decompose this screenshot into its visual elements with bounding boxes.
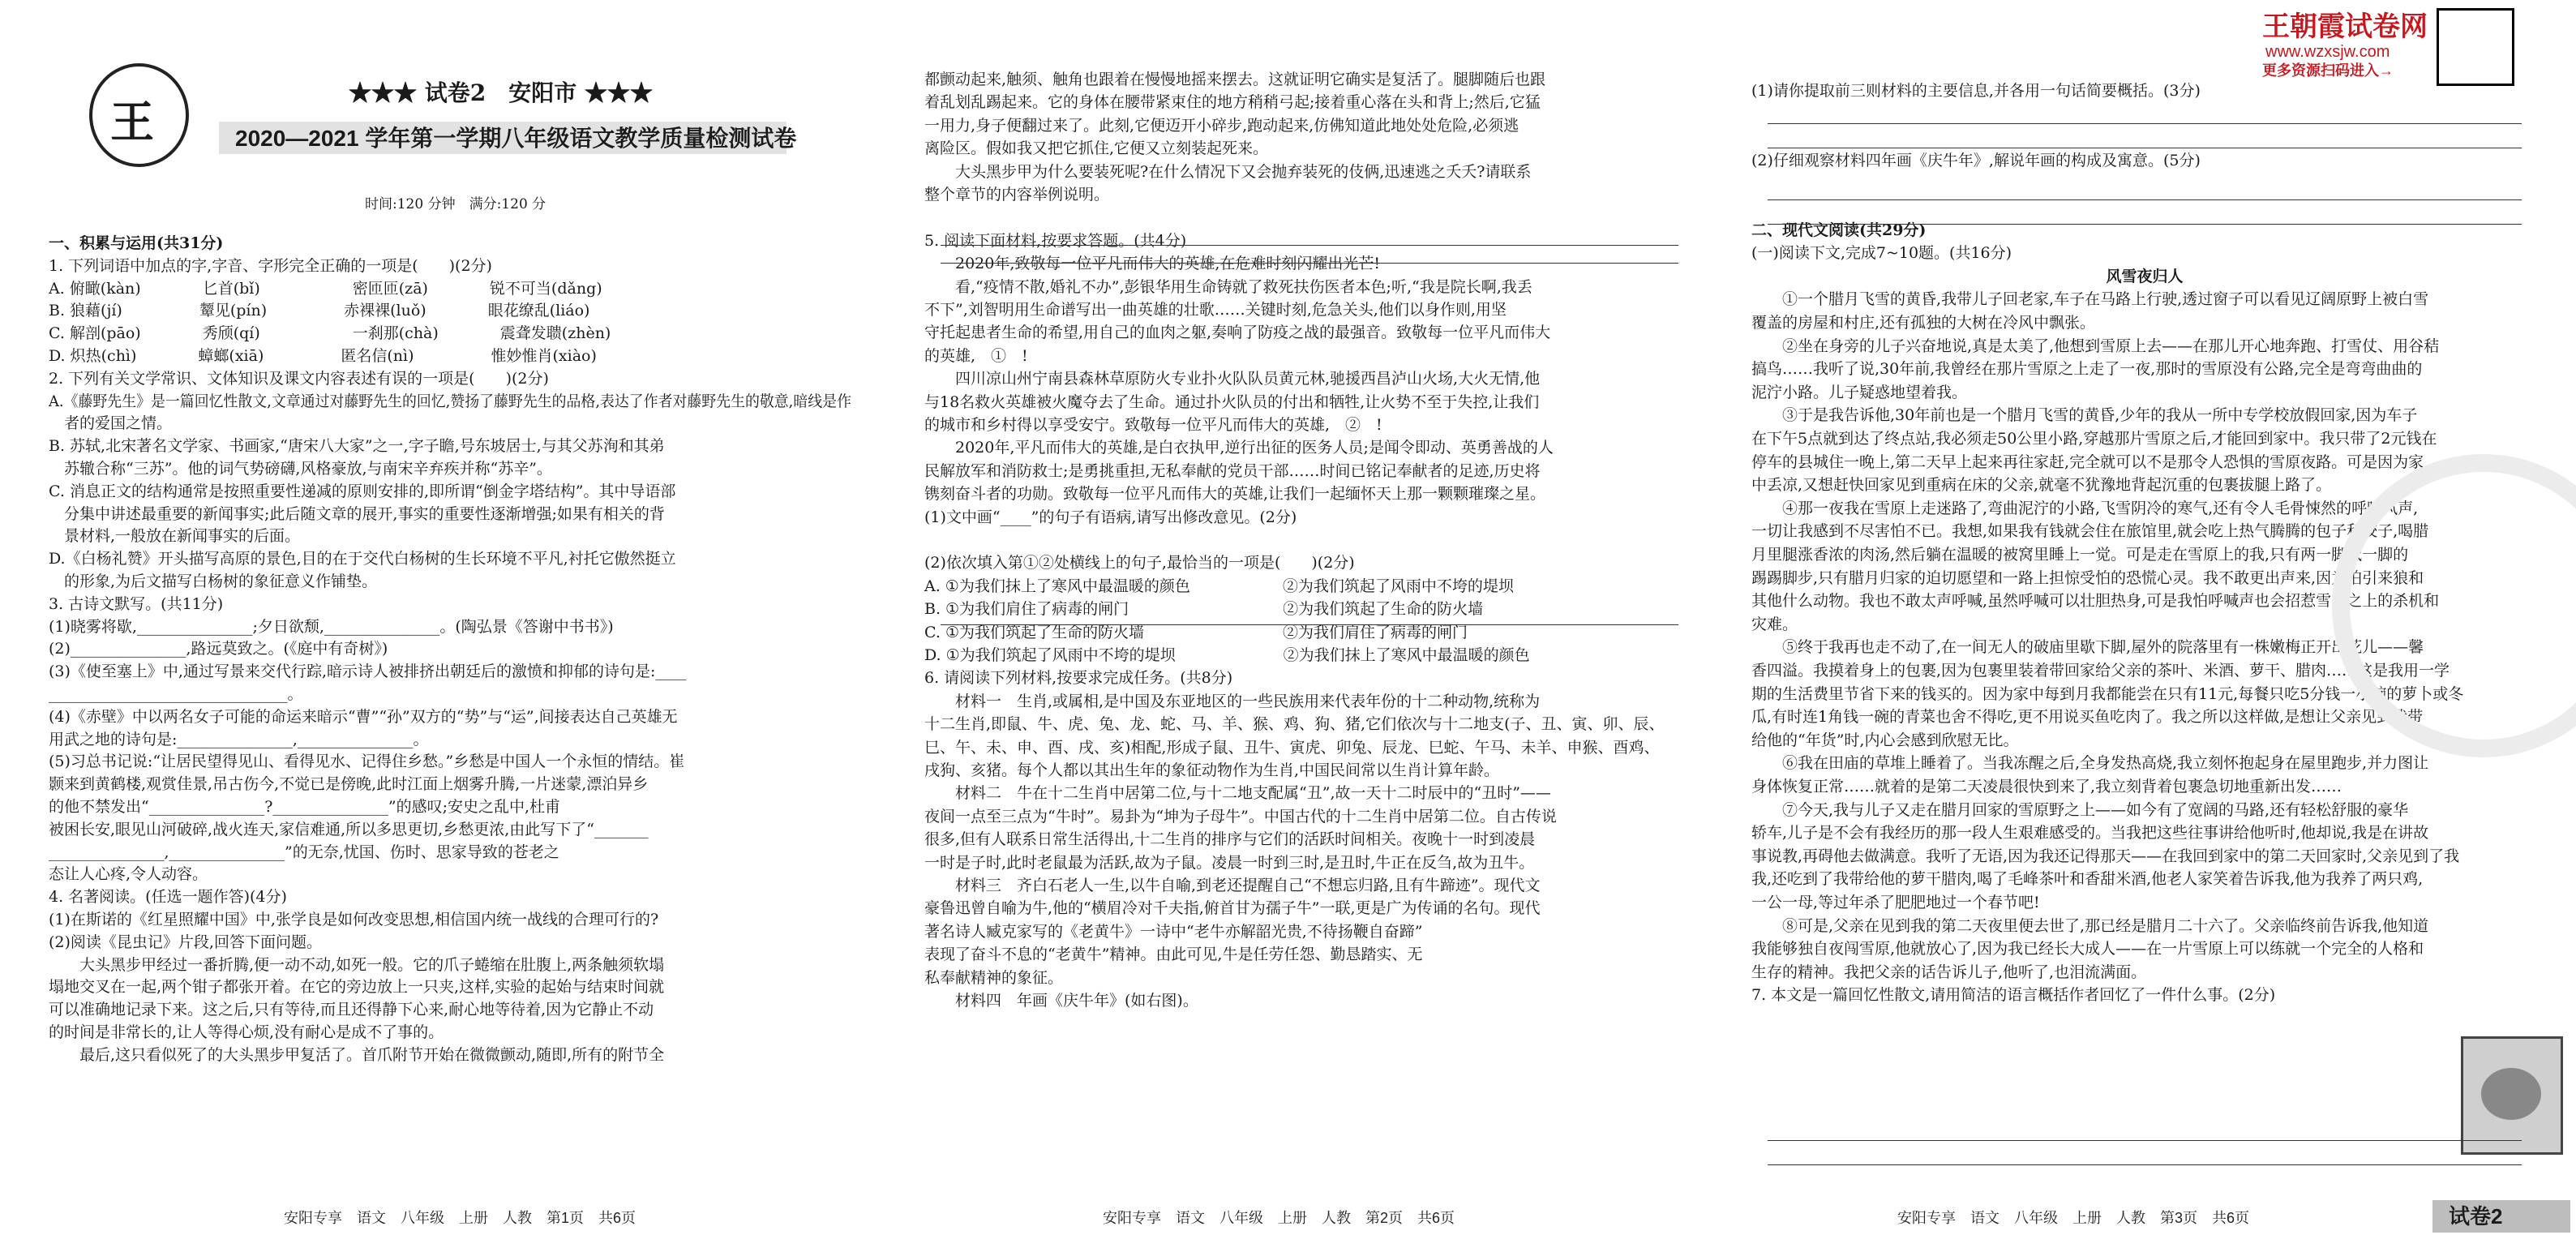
text-line: 3. 古诗文默写。(共11分) [49,594,224,613]
text-line: 整个章节的内容举例说明。 [924,186,1110,204]
text-line: 大头黑步甲经过一番折腾,便一动不动,如死一般。它的爪子蜷缩在肚腹上,两条触须软塌 [49,955,665,974]
qr-code[interactable] [2437,8,2514,86]
answer-line [1768,123,2522,124]
text-line: ⑦今天,我与儿子又走在腊月回家的雪原野之上——如今有了宽阔的马路,还有轻松舒服的豪华 [1751,800,2409,819]
text-line: 7. 本文是一篇回忆性散文,请用简洁的语言概括作者回忆了一件什么事。(2分) [1751,986,2276,1005]
text-line: 在下午5点就到达了终点站,我必须走50公里小路,穿越那片雪原之后,才能回到家中。我只带了2元钱在 [1751,430,2437,448]
paper-tag: 试卷2 [2432,1200,2570,1233]
text-line: 颢来到黄鹤楼,观赏佳景,吊古伤今,不觉已是傍晚,此时江面上烟雾升腾,一片迷蒙,漂泊异乡 [49,775,649,794]
time-info: 时间:120 分钟 满分:120 分 [365,196,546,212]
text-line: (2)依次填入第①②处横线上的句子,最恰当的一项是( )(2分) [924,554,1355,572]
text-line: 离险区。假如我又把它抓住,它便又立刻装起死来。 [924,139,1269,158]
text-line: 用武之地的诗句是:_______________,_______________。 [49,730,429,748]
text-line: 我能够独自夜闯雪原,他就放心了,因为我已经长大成人——在一片雪原上可以练就一个完全的人格和 [1751,940,2424,958]
text-line: 生存的精神。我把父亲的话告诉儿子,他听了,也泪流满面。 [1751,963,2147,981]
text-line: 景材料,一般放在新闻事实的后面。 [49,527,301,546]
text-line: B. ①为我们肩住了病毒的闸门 ②为我们筑起了生命的防火墙 [924,600,1484,619]
text-line: 一时是子时,此时老鼠最为活跃,故为子鼠。凌晨一时到三时,是丑时,牛正在反刍,故为丑牛。 [924,853,1535,872]
text-line: 其他什么动物。我也不敢太声呼喊,虽然呼喊可以壮胆热身,可是我怕呼喊声也会招惹雪原之上的杀机和 [1751,592,2440,611]
answer-line [941,245,1678,246]
text-line: 轿车,儿子是不会有我经历的那一段人生艰难感受的。当我把这些往事讲给他听时,他却说,我是在讲故 [1751,824,2429,843]
text-line: 着乱划乱踢起来。它的身体在腰带紧束住的地方稍稍弓起;接着重心落在头和背上;然后,它猛 [924,93,1541,112]
page-1 [49,0,851,1235]
text-line: C. 解剖(pāo) 秀颀(qí) 一刹那(chà) 震聋发聩(zhèn) [49,324,611,343]
text-line: 表现了奋斗不息的“老黄牛”精神。由此可见,牛是任劳任怨、勤恳踏实、无 [924,946,1423,964]
text-line: 我,还吃到了我带给他的萝干腊肉,喝了毛峰茶叶和香甜米酒,他老人家笑着告诉我,他为我养了两只鸡, [1751,870,2424,889]
text-line: 停车的县城住一晚上,第二天早上起来再往家赶,完全就可以不是那令人恐惧的雪原夜路。可是因为家 [1751,452,2424,471]
page-footer: 安阳专享 语文 八年级 上册 人教 第3页 共6页 [1897,1210,2250,1226]
text-line: _______________________________。 [49,685,303,703]
text-line: 材料一 生肖,或属相,是中国及东亚地区的一些民族用来代表年份的十二种动物,统称为 [924,692,1541,710]
text-line: 大头黑步甲为什么要装死呢?在什么情况下又会抛弃装死的伎俩,迅速逃之夭夭?请联系 [924,162,1532,181]
text-line: 泥泞小路。儿子疑惑地望着我。 [1751,383,1968,401]
text-line: (3)《使至塞上》中,通过写景来交代行踪,暗示诗人被排挤出朝廷后的激愤和抑郁的诗句是:____ [49,663,687,681]
text-line: 一用力,身子便翻过来了。此刻,它便迈开小碎步,跑动起来,仿佛知道此地处处危险,必须逃 [924,116,1519,135]
text-line: 巳、午、未、申、酉、戌、亥)相配,形成子鼠、丑牛、寅虎、卯兔、辰龙、巳蛇、午马、未羊、申猴、酉鸡、 [924,738,1660,757]
text-line: 最后,这只看似死了的大头黑步甲复活了。首爪附节开始在微微颤动,随即,所有的附节全 [49,1045,665,1064]
text-line: (1)在斯诺的《红星照耀中国》中,张学良是如何改变思想,相信国内统一战线的合理可行的? [49,911,659,928]
text-line: 的英雄, ① ! [924,346,1028,365]
text-line: 给他的“年货”时,内心会感到欣慰无比。 [1751,731,2019,749]
text-line: 一公一母,等过年杀了肥肥地过一个春节吧! [1751,894,2040,911]
text-line: 月里腿涨香浓的肉汤,然后躺在温暖的被窝里睡上一觉。可是走在雪原上的我,只有两一脚低一脚的 [1751,546,2409,564]
text-line: (5)习总书记说:“让居民望得见山、看得见水、记得住乡愁。”乡愁是中国人一个永恒的情结。崔 [49,753,685,771]
text-line: 2020年,致敬每一位平凡而伟大的英雄,在危难时刻闪耀出光芒! [924,255,1381,273]
wzx-logo: 王 [89,63,189,167]
answer-line [1768,1164,2522,1165]
text-line: (1)请你提取前三则材料的主要信息,并各用一句话简要概括。(3分) [1751,82,2201,100]
text-line: ⑥我在田庙的草堆上睡着了。当我冻醒之后,全身发热高烧,我立刻怀抱起身在屋里跑步,并力图让 [1751,754,2429,773]
answer-line [1768,224,2522,225]
text-line: 期的生活费里节省下来的钱买的。因为家中每到月我都能尝在只有11元,每餐只吃5分钱一小碗的萝卜或冬 [1751,684,2464,703]
text-line: 1. 下列词语中加点的字,字音、字形完全正确的一项是( )(2分) [49,256,492,275]
text-line: (1)文中画“____”的句子有语病,请写出修改意见。(2分) [924,508,1297,526]
page-footer: 安阳专享 语文 八年级 上册 人教 第2页 共6页 [1103,1210,1455,1226]
answer-line [941,263,1678,264]
page-3 [1751,0,2538,1235]
text-line: 苏辙合称“三苏”。他的词气势磅礴,风格豪放,与南宋辛弃疾并称“苏辛”。 [49,460,552,478]
text-line: 5. 阅读下面材料,按要求答题。(共4分) [924,231,1187,250]
text-line: (一)阅读下文,完成7~10题。(共16分) [1751,244,2012,263]
brand-url: www.wzxsjw.com [2265,43,2390,61]
text-line: 覆盖的房屋和村庄,还有孤独的大树在冷风中飘张。 [1751,314,2096,332]
text-line: 镌刻奋斗者的功勋。致敬每一位平凡而伟大的英雄,让我们一起缅怀天上那一颗颗璀璨之星。 [924,485,1546,504]
text-line: 的城市和乡村得以享受安宁。致敬每一位平凡而伟大的英雄, ② ! [924,416,1382,434]
text-line: (2)阅读《昆虫记》片段,回答下面问题。 [49,933,322,951]
text-line: B. 狼藉(jí) 颦见(pín) 赤裸裸(luǒ) 眼花缭乱(liáo) [49,302,590,320]
page-2 [924,0,1687,1235]
text-line: 态让人心疼,令人动容。 [49,865,208,884]
text-line: 的他不禁发出“_______________?_______________”的感叹;安史之乱中,杜甫 [49,798,561,816]
text-line: 风雪夜归人 [2106,267,2184,285]
text-line: 一切让我感到不尽害怕不已。我想,如果我有钱就会住在旅馆里,就会吃上热气腾腾的包子和饺子,喝腊 [1751,522,2429,541]
text-line: 豪鲁迅曾自喻为牛,他的“横眉冷对千夫指,俯首甘为孺子牛”一联,更是广为传诵的名句。现代 [924,899,1541,918]
text-line: 灾难。 [1751,615,1798,633]
exam-title: 2020—2021 学年第一学期八年级语文教学质量检测试卷 [235,126,797,151]
text-line: 戌狗、亥猪。每个人都以其出生年的象征动物作为生肖,中国民间常以生肖计算年龄。 [924,761,1500,779]
text-line: A. 俯瞰(kàn) 匕首(bǐ) 密匝匝(zā) 锐不可当(dǎng) [49,279,602,298]
section-heading: 一、积累与运用(共31分) [49,234,224,252]
text-line: 可以准确地记录下来。这之后,只有等待,而且还得静下心来,耐心地等待着,因为它静止不动 [49,1001,654,1019]
text-line: D.《白杨礼赞》开头描写高原的景色,目的在于交代白杨树的生长环境不平凡,衬托它傲然挺立 [49,550,676,568]
text-line: 私奉献精神的象征。 [924,968,1064,987]
answer-line [941,624,1678,625]
text-line: 都颤动起来,触须、触角也跟着在慢慢地摇来摆去。这就证明它确实是复活了。腿脚随后也跟 [924,71,1546,88]
text-line: ③于是我告诉他,30年前也是一个腊月飞雪的黄昏,少年的我从一所中专学校放假回家,因为车子 [1751,406,2418,425]
text-line: 分集中讲述最重要的新闻事实;此后随文章的展开,事实的重要性逐渐增强;如果有相关的背 [49,504,665,523]
text-line: 中丢凉,又想赶快回家见到重病在床的父亲,就毫不犹豫地背起沉重的包裹拔腿上路了。 [1751,476,2332,495]
text-line: 塌地交叉在一起,两个钳子都张开着。在它的旁边放上一只夹,这样,实验的起始与结束时间就 [49,978,665,997]
brand-slogan: 更多资源扫码进入→ [2262,62,2394,79]
text-line: 6. 请阅读下列材料,按要求完成任务。(共8分) [924,669,1233,688]
text-line: 与18名救火英雄被火魔夺去了生命。通过扑火队员的付出和牺牲,让火势不至于失控,让我们 [924,392,1540,411]
text-line: 的形象,为后文描写白杨树的象征意义作铺垫。 [49,572,378,590]
answer-line [1768,1140,2522,1141]
text-line: ⑧可是,父亲在见到我的第二天夜里便去世了,那已经是腊月二十六了。父亲临终前告诉我,他知道 [1751,916,2429,935]
text-line: 的时间是非常长的,让人等得心烦,没有耐心是成不了事的。 [49,1023,444,1041]
brand-name: 王朝霞试卷网 [2262,11,2428,42]
text-line: A. ①为我们抹上了寒风中最温暖的颜色 ②为我们筑起了风雨中不垮的堤坝 [924,577,1514,595]
text-line: 不下”,刘智明用生命谱写出一曲英雄的壮歌……关键时刻,危急关头,他们以身作则,用坚 [924,301,1507,319]
text-line: 事说教,再碍他去做满意。我听了无语,因为我还记得那天——在我回到家中的第二天回家时,父亲见到了我 [1751,847,2460,865]
text-line: ⑤终于我再也走不动了,在一间无人的破庙里歇下脚,屋外的院落里有一株嫩梅正开出花儿——馨 [1751,638,2424,657]
text-line: A.《藤野先生》是一篇回忆性散文,文章通过对藤野先生的回忆,赞扬了藤野先生的品格,表达了作者对藤野先生的敬意,暗线是作 [49,392,851,410]
text-line: 香四溢。我摸着身上的包裹,因为包裹里装着带回家给父亲的茶叶、米酒、萝干、腊肉……这是我用一学 [1751,662,2450,680]
text-line: 十二生肖,即鼠、牛、虎、兔、龙、蛇、马、羊、猴、鸡、狗、猪,它们依次与十二地支(子、丑、寅、卯、辰、 [924,715,1665,734]
answer-line [1768,199,2522,200]
text-line: 材料四 年画《庆牛年》(如右图)。 [924,992,1198,1010]
text-line: 踢踢脚步,只有腊月归家的迫切愿望和一路上担惊受怕的恐慌心灵。我不敢更出声来,因为怕引来狼和 [1751,568,2424,587]
text-line: D. ①为我们筑起了风雨中不垮的堤坝 ②为我们抹上了寒风中最温暖的颜色 [924,646,1530,664]
text-line: 四川凉山州宁南县森林草原防火专业扑火队队员黄元林,驰援西昌泸山火场,大火无情,他 [924,370,1541,388]
text-line: _______________,_______________”的无奈,忧国、伤时、思家导致的苍老之 [49,843,559,861]
text-line: 瓜,有时连1角钱一碗的青菜也舍不得吃,更不用说买鱼吃肉了。我之所以这样做,是想让父亲见到我带 [1751,708,2424,727]
text-line: D. 炽热(chì) 蟑螂(xiā) 匿名信(nì) 惟妙惟肖(xiào) [49,347,597,365]
text-line: 被困长安,眼见山河破碎,战火连天,家信难通,所以多思更切,乡愁更浓,由此写下了“_______ [49,820,649,838]
text-line: 守托起患者生命的希望,用自己的血肉之躯,奏响了防疫之战的最强音。致敬每一位平凡而伟大 [924,324,1551,342]
text-line: 著名诗人臧克家写的《老黄牛》一诗中“老牛亦解韶光贵,不待扬鞭自奋蹄” [924,922,1423,941]
text-line: (2)_______________,路远莫致之。(《庭中有奇树》) [49,640,388,658]
text-line: B. 苏轼,北宋著名文学家、书画家,“唐宋八大家”之一,字子瞻,号东坡居士,与其父苏洵和其弟 [49,437,665,456]
text-line: (2)仔细观察材料四年画《庆牛年》,解说年画的构成及寓意。(5分) [1751,151,2201,169]
text-line: (4)《赤壁》中以两名女子可能的命运来暗示“曹”“孙”双方的“势”与“运”,间接表达自己英雄无 [49,707,678,726]
text-line: C. ①为我们筑起了生命的防火墙 ②为我们肩住了病毒的闸门 [924,623,1468,641]
text-line: 身体恢复正常……就着的是第二天凌晨很快到来了,我立刻背着包裹急切地重新出发…… [1751,778,2342,795]
text-line: 4. 名著阅读。(任选一题作答)(4分) [49,888,287,907]
text-line: ①一个腊月飞雪的黄昏,我带儿子回老家,车子在马路上行驶,透过窗子可以看见辽阔原野上被白雪 [1751,290,2429,309]
text-line: 看,“疫情不散,婚礼不办”,彭银华用生命铸就了救死扶伤医者本色;听,“我是院长啊,我丢 [924,277,1532,296]
text-line: 搞鸟……我听了说,30年前,我曾经在那片雪原之上走了一夜,那时的雪原没有公路,完全是弯弯曲曲的 [1751,360,2423,379]
text-line: C. 消息正文的结构通常是按照重要性递减的原则安排的,即所谓“倒金字塔结构”。其中导语部 [49,482,676,500]
brand-block [2262,11,2428,79]
text-line: ②坐在身旁的儿子兴奋地说,真是太美了,他想到雪原上去——在那儿开心地奔跑、打雪仗、用谷秸 [1751,337,2440,355]
paper-label: ★★★ 试卷2 安阳市 ★★★ [349,79,653,106]
text-line: 者的爱国之情。 [49,414,173,433]
text-line: 夜间一点至三点为“牛时”。易卦为“坤为子母牛”。中国古代的十二生肖中居第二位。自古传说 [924,807,1557,825]
text-line: 2. 下列有关文学常识、文体知识及课文内容表述有误的一项是( )(2分) [49,369,549,388]
text-line: ④那一夜我在雪原上走迷路了,弯曲泥泞的小路,飞雪阴冷的寒气,还有令人毛骨悚然的呼啸风声, [1751,499,2419,517]
text-line: 民解放军和消防救士;是勇挑重担,无私奉献的党员干部……时间已铭记奉献者的足迹,历史将 [924,461,1541,480]
section-heading: 二、现代文阅读(共29分) [1751,221,1927,239]
text-line: 材料三 齐白石老人一生,以牛自喻,到老还提醒自己“不想忘归路,且有牛蹄迹”。现代文 [924,877,1541,894]
text-line: 材料二 牛在十二生肖中居第二位,与十二地支配属“丑”,故一天十二时辰中的“丑时”—— [924,784,1551,803]
text-line: 很多,但有人联系日常生活得出,十二生肖的排序与它们的活跃时间相关。夜晚十一时到凌晨 [924,830,1536,849]
text-line: (1)晓雾将歇,_______________;夕日欲颓,_______________。(陶弘景《答谢中书书》) [49,617,614,636]
text-line: 2020年,平凡而伟大的英雄,是白衣执甲,逆行出征的医务人员;是闻令即动、英勇善战的人 [924,439,1554,457]
page-footer: 安阳专享 语文 八年级 上册 人教 第1页 共6页 [284,1210,636,1226]
